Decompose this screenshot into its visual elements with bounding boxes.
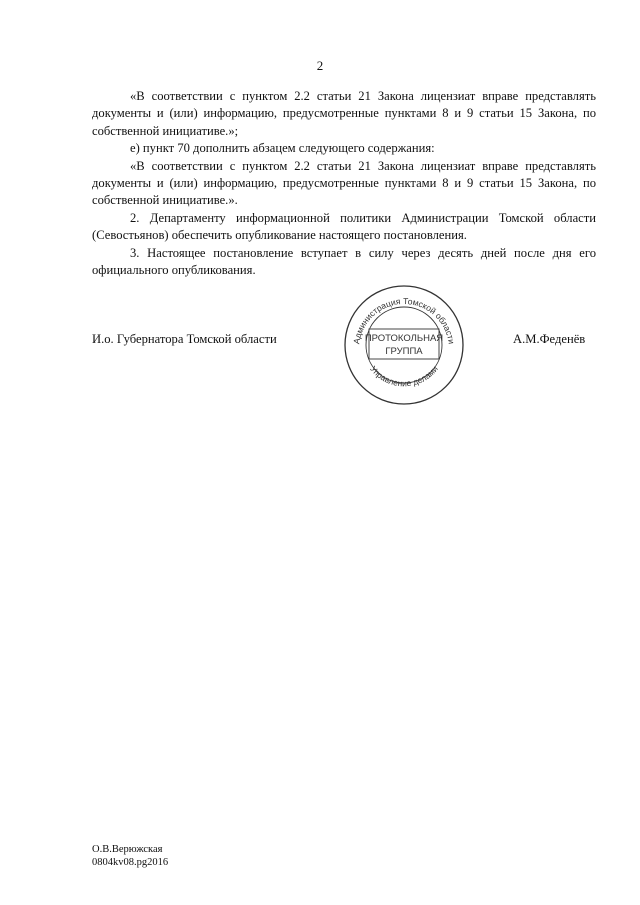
footer-doc-code: 0804kv08.pg2016 [92,857,169,868]
document-body [92,88,596,279]
stamp-outer-text: Администрация Томской области [351,295,457,345]
paragraph-item-2: 2. Департаменту информационной политики Администрации Томской области (Севостьянов) обеспечить опубликование настоящего постановления. [92,210,596,243]
official-stamp [342,283,466,407]
paragraph-item-e: е) пункт 70 дополнить абзацем следующего содержания: [130,141,435,156]
page-number: 2 [316,58,324,73]
svg-text:Управление делами [368,364,440,389]
footer [92,843,168,869]
stamp-center-line-2: ГРУППА [385,346,423,357]
signatory-title: И.о. Губернатора Томской области [92,332,277,346]
stamp-center-line-1: ПРОТОКОЛЬНАЯ [364,333,444,344]
paragraph-quote-1: «В соответствии с пунктом 2.2 статьи 21 Закона лицензиат вправе представлять документы и (или) информацию, предусмотренные пунктами 8 и 9 статьи 15 Закона, по собственной инициативе.»; [92,89,596,138]
signatory-name: А.М.Феденёв [513,332,586,346]
paragraph-quote-2: «В соответствии с пунктом 2.2 статьи 21 Закона лицензиат вправе представлять документы и (или) информацию, предусмотренные пунктами 8 и 9 статьи 15 Закона, по собственной инициативе.». [92,158,596,208]
stamp-bottom-text: Управление делами [368,363,440,389]
footer-author: О.В.Верюжская [92,844,163,855]
paragraph-item-3: 3. Настоящее постановление вступает в силу через десять дней после дня его официального опубликования. [92,245,596,278]
